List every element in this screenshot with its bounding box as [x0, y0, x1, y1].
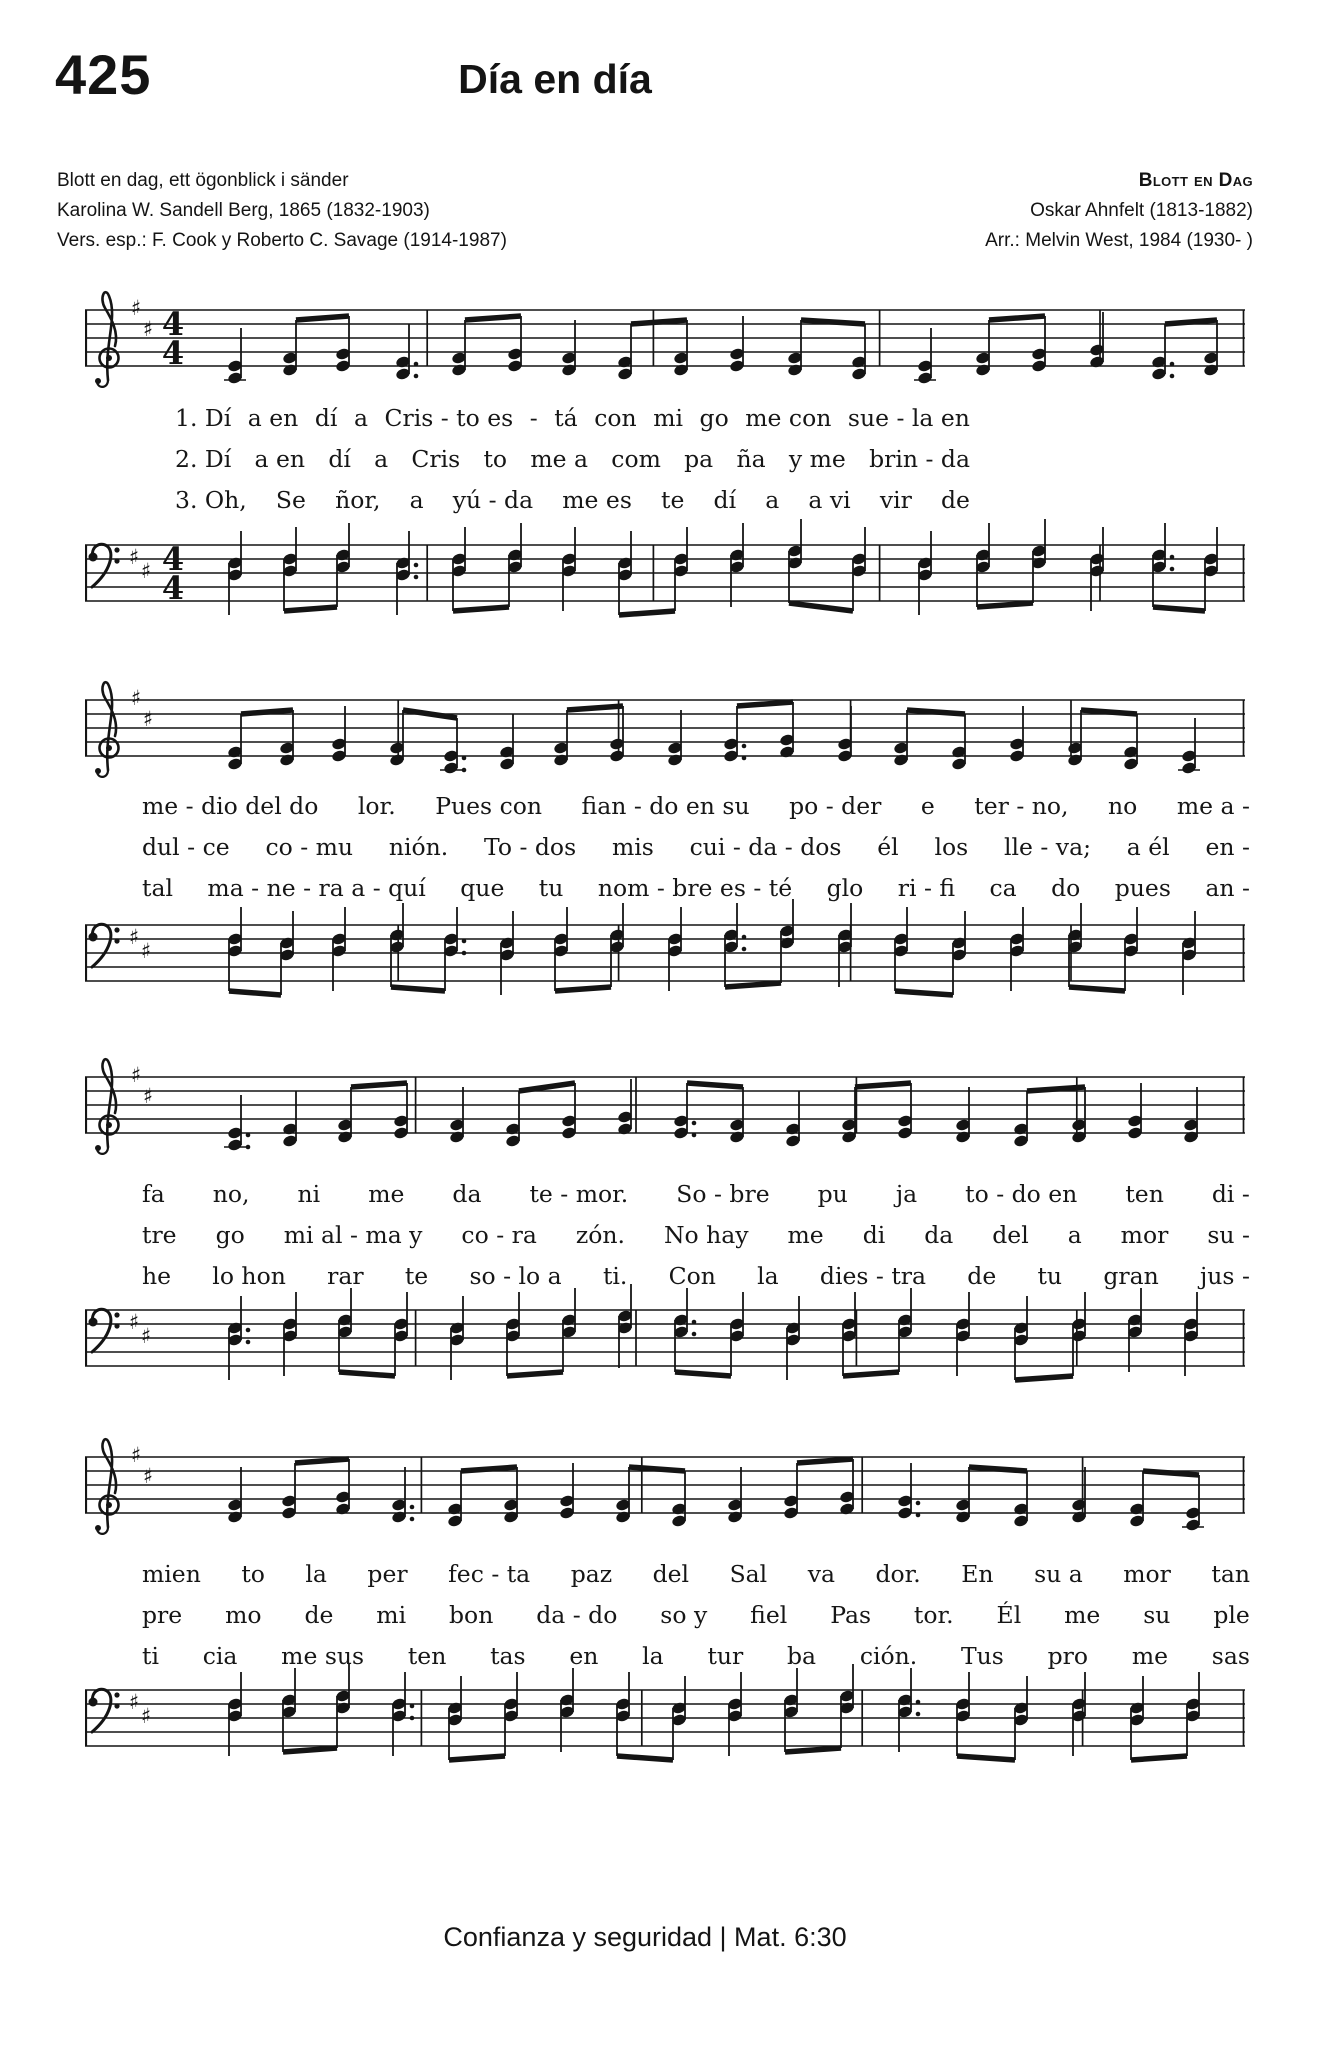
syllable: di - — [1211, 1180, 1250, 1208]
syllable: Sal — [729, 1560, 768, 1588]
svg-text:♯: ♯ — [143, 707, 154, 731]
syllable: di — [862, 1221, 886, 1249]
syllable: ción. — [859, 1642, 918, 1670]
syllable: mor — [1123, 1560, 1171, 1588]
svg-text:♯: ♯ — [129, 1310, 140, 1334]
verse-1-line — [175, 404, 970, 432]
syllable: él — [877, 833, 899, 861]
syllable: pu — [817, 1180, 848, 1208]
syllable: ti — [142, 1642, 159, 1670]
syllable: dí — [328, 445, 351, 473]
syllable: mi al - ma y — [283, 1221, 423, 1249]
syllable: su — [1143, 1601, 1171, 1629]
syllable: te - mor. — [529, 1180, 629, 1208]
attribution-left — [57, 166, 507, 256]
svg-text:♯: ♯ — [143, 1464, 154, 1488]
svg-text:♯: ♯ — [129, 545, 140, 569]
syllable: a — [374, 445, 389, 473]
syllable: me — [787, 1221, 824, 1249]
syllable: tor. — [913, 1601, 954, 1629]
syllable: ni — [297, 1180, 321, 1208]
syllable: a — [1067, 1221, 1082, 1249]
syllable: e — [920, 792, 935, 820]
syllable: en — [569, 1642, 599, 1670]
lyrics-system-1 — [175, 404, 970, 527]
svg-text:♯: ♯ — [131, 1063, 142, 1087]
syllable: te — [404, 1262, 429, 1290]
syllable: a vi — [808, 486, 851, 514]
syllable: mor — [1120, 1221, 1169, 1249]
syllable: co - ra — [461, 1221, 537, 1249]
syllable: del — [652, 1560, 690, 1588]
svg-text:♯: ♯ — [141, 1324, 152, 1348]
svg-text:♯: ♯ — [129, 1690, 140, 1714]
syllable: Él — [996, 1601, 1022, 1629]
syllable: a en — [247, 404, 299, 432]
syllable: fian - do en su — [581, 792, 750, 820]
syllable: tal — [142, 874, 173, 902]
syllable: So - bre — [676, 1180, 770, 1208]
syllable: ba — [787, 1642, 817, 1670]
syllable: 3. Oh, — [175, 486, 247, 514]
syllable: ña — [736, 445, 766, 473]
syllable: co - mu — [265, 833, 354, 861]
syllable: go — [699, 404, 729, 432]
syllable: bon — [449, 1601, 494, 1629]
lyrics-system-3 — [142, 1180, 1250, 1303]
syllable: he — [142, 1262, 172, 1290]
syllable: en - — [1205, 833, 1250, 861]
syllable: me — [1131, 1642, 1169, 1670]
syllable: mi — [653, 404, 683, 432]
svg-text:4: 4 — [161, 334, 185, 372]
syllable: dies - tra — [819, 1262, 927, 1290]
bass-staff-system-2 — [85, 895, 1245, 1065]
syllable: gran — [1103, 1262, 1159, 1290]
syllable: ñor, — [335, 486, 381, 514]
verse-1-line — [142, 792, 1250, 820]
attribution-author: Karolina W. Sandell Berg, 1865 (1832-1903) — [57, 200, 430, 221]
syllable: me - dio del do — [142, 792, 319, 820]
syllable: a en — [254, 445, 306, 473]
syllable: la — [757, 1262, 779, 1290]
attribution-right — [985, 166, 1253, 256]
verse-3-line — [142, 1262, 1250, 1290]
verse-2-line — [175, 445, 970, 473]
syllable: fec - ta — [448, 1560, 531, 1588]
syllable: ple — [1213, 1601, 1250, 1629]
syllable: an - — [1205, 874, 1250, 902]
syllable: ma - ne - ra a - quí — [207, 874, 426, 902]
syllable: so - lo a — [469, 1262, 562, 1290]
syllable: tas — [490, 1642, 526, 1670]
syllable: to — [483, 445, 508, 473]
syllable: mis — [611, 833, 654, 861]
syllable: yú - da — [452, 486, 534, 514]
hymn-title: Día en día — [458, 56, 652, 102]
syllable: a él — [1126, 833, 1170, 861]
syllable: me a — [530, 445, 589, 473]
bass-staff-system-3 — [85, 1280, 1245, 1450]
syllable: pro — [1047, 1642, 1089, 1670]
svg-text:♯: ♯ — [143, 317, 154, 341]
syllable: de — [304, 1601, 334, 1629]
svg-text:♯: ♯ — [131, 296, 142, 320]
syllable: su a — [1034, 1560, 1083, 1588]
syllable: jus - — [1200, 1262, 1250, 1290]
syllable: glo — [826, 874, 864, 902]
syllable: con — [594, 404, 637, 432]
syllable: dí — [713, 486, 737, 514]
attribution-translator: Vers. esp.: F. Cook y Roberto C. Savage (1914-1987) — [57, 230, 507, 251]
verse-1-line — [142, 1180, 1250, 1208]
svg-text:♯: ♯ — [141, 1704, 152, 1728]
syllable: dul - ce — [142, 833, 230, 861]
svg-text:♯: ♯ — [129, 925, 140, 949]
syllable: me sus — [281, 1642, 365, 1670]
syllable: ten — [1125, 1180, 1164, 1208]
syllable: To - dos — [484, 833, 577, 861]
syllable: pre — [142, 1601, 183, 1629]
syllable: ten — [407, 1642, 447, 1670]
syllable: ter - no, — [974, 792, 1069, 820]
syllable: sas — [1211, 1642, 1250, 1670]
syllable: me a - — [1176, 792, 1250, 820]
syllable: ja — [895, 1180, 918, 1208]
syllable: tre — [142, 1221, 177, 1249]
syllable: go — [215, 1221, 245, 1249]
syllable: pa — [684, 445, 714, 473]
syllable: so y — [660, 1601, 708, 1629]
svg-text:♯: ♯ — [141, 939, 152, 963]
syllable: nión. — [388, 833, 449, 861]
hymn-number: 425 — [55, 43, 152, 106]
syllable: tu — [1037, 1262, 1063, 1290]
syllable: a — [765, 486, 780, 514]
syllable: tu — [538, 874, 564, 902]
syllable: po - der — [789, 792, 882, 820]
syllable: ti. — [602, 1262, 628, 1290]
syllable: fa — [142, 1180, 165, 1208]
syllable: no, — [212, 1180, 250, 1208]
svg-text:♯: ♯ — [143, 1084, 154, 1108]
syllable: fiel — [750, 1601, 788, 1629]
syllable: Cris - to es — [384, 404, 514, 432]
syllable: rar — [327, 1262, 364, 1290]
syllable: pues — [1114, 874, 1171, 902]
syllable: ca — [989, 874, 1017, 902]
syllable: brin - da — [869, 445, 970, 473]
category-footer: Confianza y seguridad | Mat. 6:30 — [443, 1922, 847, 1952]
syllable: paz — [570, 1560, 613, 1588]
svg-text:♯: ♯ — [131, 686, 142, 710]
verse-3-line — [142, 874, 1250, 902]
syllable: te — [661, 486, 685, 514]
syllable: me es — [562, 486, 632, 514]
syllable: zón. — [575, 1221, 625, 1249]
attribution-composer: Oskar Ahnfelt (1813-1882) — [1030, 200, 1253, 221]
lyrics-system-4 — [142, 1560, 1250, 1683]
syllable: la — [642, 1642, 664, 1670]
svg-text:4: 4 — [161, 305, 185, 343]
syllable: del — [992, 1221, 1029, 1249]
verse-2-line — [142, 1601, 1250, 1629]
syllable: da - do — [536, 1601, 618, 1629]
syllable: tur — [707, 1642, 744, 1670]
syllable: a — [409, 486, 424, 514]
syllable: tá — [554, 404, 578, 432]
svg-text:♯: ♯ — [131, 1443, 142, 1467]
attribution-original-title: Blott en dag, ett ögonblick i sänder — [57, 170, 349, 191]
syllable: cia — [202, 1642, 238, 1670]
syllable: Se — [275, 486, 306, 514]
syllable: mo — [225, 1601, 262, 1629]
syllable: me — [368, 1180, 405, 1208]
bass-staff-system-1 — [85, 515, 1245, 685]
syllable: ri - fi — [897, 874, 956, 902]
syllable: to - do en — [965, 1180, 1078, 1208]
attribution-arranger: Arr.: Melvin West, 1984 (1930- ) — [985, 230, 1253, 251]
syllable: - — [529, 404, 538, 432]
syllable: nom - bre es - té — [597, 874, 793, 902]
syllable: da — [452, 1180, 482, 1208]
syllable: per — [367, 1560, 408, 1588]
syllable: lor. — [357, 792, 396, 820]
syllable: No hay — [663, 1221, 749, 1249]
syllable: mien — [142, 1560, 201, 1588]
svg-text:4: 4 — [161, 569, 185, 607]
syllable: to — [241, 1560, 265, 1588]
syllable: lo hon — [212, 1262, 286, 1290]
syllable: de — [941, 486, 970, 514]
verse-1-line — [142, 1560, 1250, 1588]
syllable: la — [305, 1560, 327, 1588]
syllable: dí — [314, 404, 338, 432]
syllable: Con — [668, 1262, 716, 1290]
syllable: va — [807, 1560, 835, 1588]
syllable: de — [967, 1262, 997, 1290]
syllable: dor. — [875, 1560, 921, 1588]
svg-text:4: 4 — [161, 540, 185, 578]
lyrics-system-2 — [142, 792, 1250, 915]
verse-2-line — [142, 1221, 1250, 1249]
tune-name: Blott en Dag — [1138, 170, 1253, 191]
syllable: Pas — [830, 1601, 872, 1629]
syllable: Cris — [411, 445, 461, 473]
syllable: mi — [376, 1601, 407, 1629]
syllable: me — [1064, 1601, 1101, 1629]
verse-2-line — [142, 833, 1250, 861]
syllable: 1. Dí — [175, 404, 232, 432]
syllable: que — [460, 874, 505, 902]
syllable: su - — [1207, 1221, 1250, 1249]
syllable: do — [1051, 874, 1081, 902]
syllable: Pues con — [435, 792, 543, 820]
syllable: me con — [745, 404, 832, 432]
syllable: da — [924, 1221, 954, 1249]
syllable: no — [1108, 792, 1138, 820]
syllable: vir — [879, 486, 912, 514]
verse-3-line — [142, 1642, 1250, 1670]
syllable: tan — [1211, 1560, 1250, 1588]
syllable: 2. Dí — [175, 445, 232, 473]
syllable: com — [611, 445, 661, 473]
syllable: y me — [788, 445, 846, 473]
syllable: Tus — [961, 1642, 1004, 1670]
svg-text:♯: ♯ — [141, 559, 152, 583]
syllable: En — [961, 1560, 994, 1588]
syllable: los — [934, 833, 969, 861]
syllable: lle - va; — [1003, 833, 1092, 861]
syllable: sue - la en — [847, 404, 970, 432]
syllable: a — [353, 404, 368, 432]
verse-3-line — [175, 486, 970, 514]
bass-staff-system-4 — [85, 1660, 1245, 1830]
syllable: cui - da - dos — [689, 833, 842, 861]
